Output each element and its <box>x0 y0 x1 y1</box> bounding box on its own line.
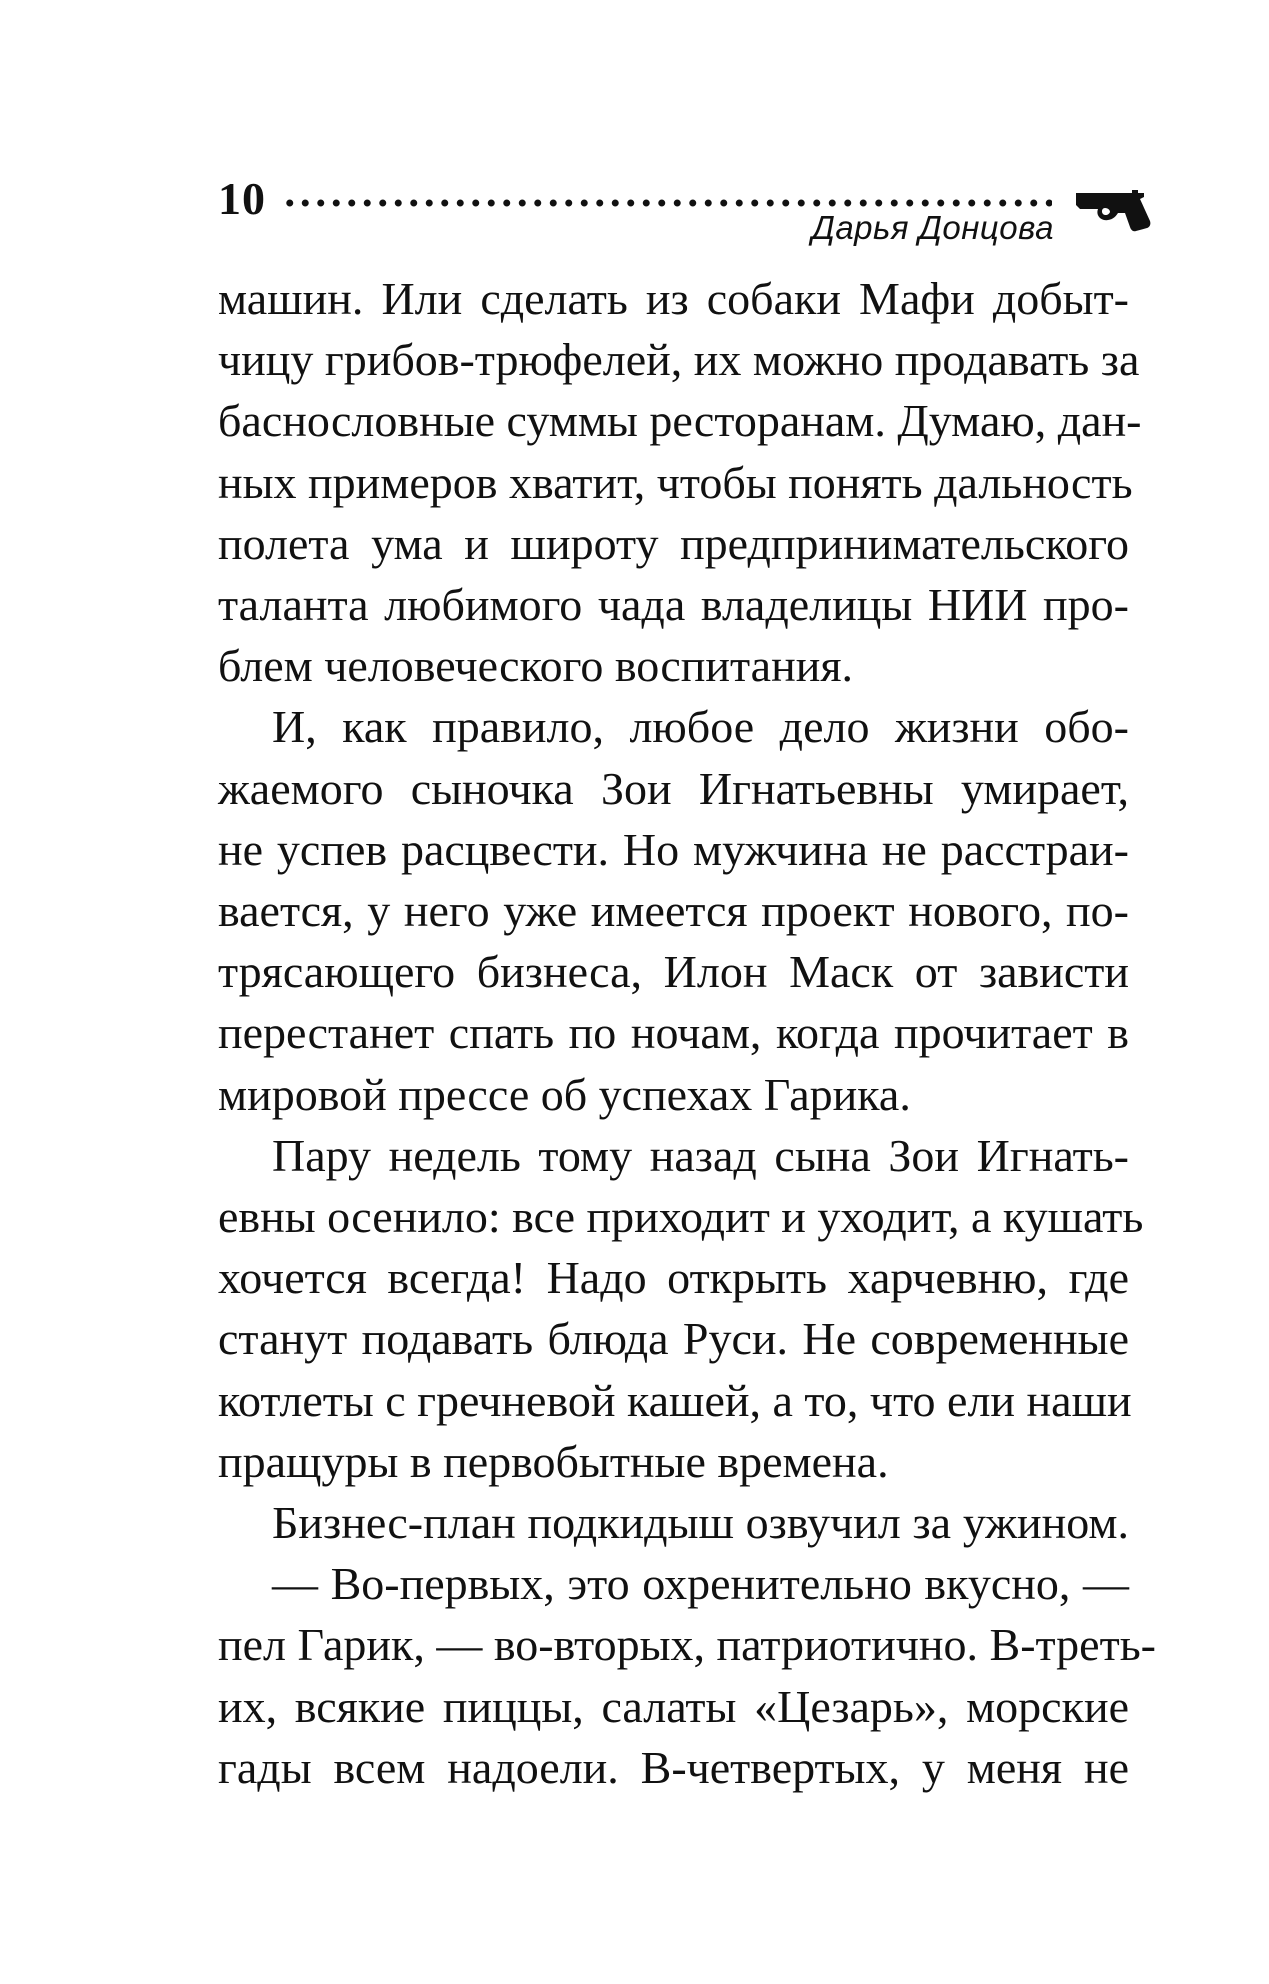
header-dotted-rule <box>282 199 1052 207</box>
text-line: вается, у него уже имеется проект нового, по- <box>218 885 1129 937</box>
text-line: чицу грибов-трюфелей, их можно продавать за <box>218 334 1140 386</box>
text-line: пел Гарик, — во-вторых, патриотично. В-треть- <box>218 1619 1156 1671</box>
text-line: хочется всегда! Надо открыть харчевню, где <box>218 1252 1129 1304</box>
body-text <box>218 268 1156 1798</box>
text-line: Пару недель тому назад сына Зои Игнать- <box>272 1129 1129 1181</box>
paragraph-4 <box>218 1492 1129 1553</box>
text-line: мировой прессе об успехах Гарика. <box>218 1068 911 1120</box>
text-line: Бизнес-план подкидыш озвучил за ужином. <box>272 1497 1129 1549</box>
page-number: 10 <box>218 173 266 224</box>
text-line: таланта любимого чада владелицы НИИ про- <box>218 579 1129 631</box>
text-line: пращуры в первобытные времена. <box>218 1435 889 1487</box>
text-line: не успев расцвести. Но мужчина не расстраи- <box>218 823 1129 875</box>
text-line: ных примеров хватит, чтобы понять дальность <box>218 456 1133 508</box>
paragraph-5 <box>218 1553 1156 1798</box>
revolver-icon <box>1074 187 1152 235</box>
text-line: машин. Или сделать из собаки Мафи добыт- <box>218 273 1129 324</box>
text-line: их, всякие пиццы, салаты «Цезарь», морские <box>218 1680 1129 1732</box>
text-line: станут подавать блюда Руси. Не современные <box>218 1313 1129 1365</box>
text-line: — Во-первых, это охренительно вкусно, — <box>272 1558 1129 1610</box>
text-line: И, как правило, любое дело жизни обо- <box>272 701 1129 753</box>
author-name: Дарья Донцова <box>811 209 1054 246</box>
text-line: трясающего бизнеса, Илон Маск от зависти <box>218 946 1129 998</box>
text-line: блем человеческого воспитания. <box>218 640 853 692</box>
paragraph-3 <box>218 1125 1144 1492</box>
text-line: жаемого сыночка Зои Игнатьевны умирает, <box>218 762 1129 814</box>
text-line: перестанет спать по ночам, когда прочитает в <box>218 1007 1129 1059</box>
text-line: баснословные суммы ресторанам. Думаю, дан- <box>218 395 1142 447</box>
text-line: полета ума и широту предпринимательского <box>218 517 1129 569</box>
paragraph-2 <box>218 696 1129 1124</box>
text-line: евны осенило: все приходит и уходит, а кушать <box>218 1191 1144 1243</box>
text-line: гады всем надоели. В-четвертых, у меня не <box>218 1741 1129 1793</box>
paragraph-1 <box>218 268 1142 696</box>
text-line: котлеты с гречневой кашей, а то, что ели наши <box>218 1374 1132 1426</box>
